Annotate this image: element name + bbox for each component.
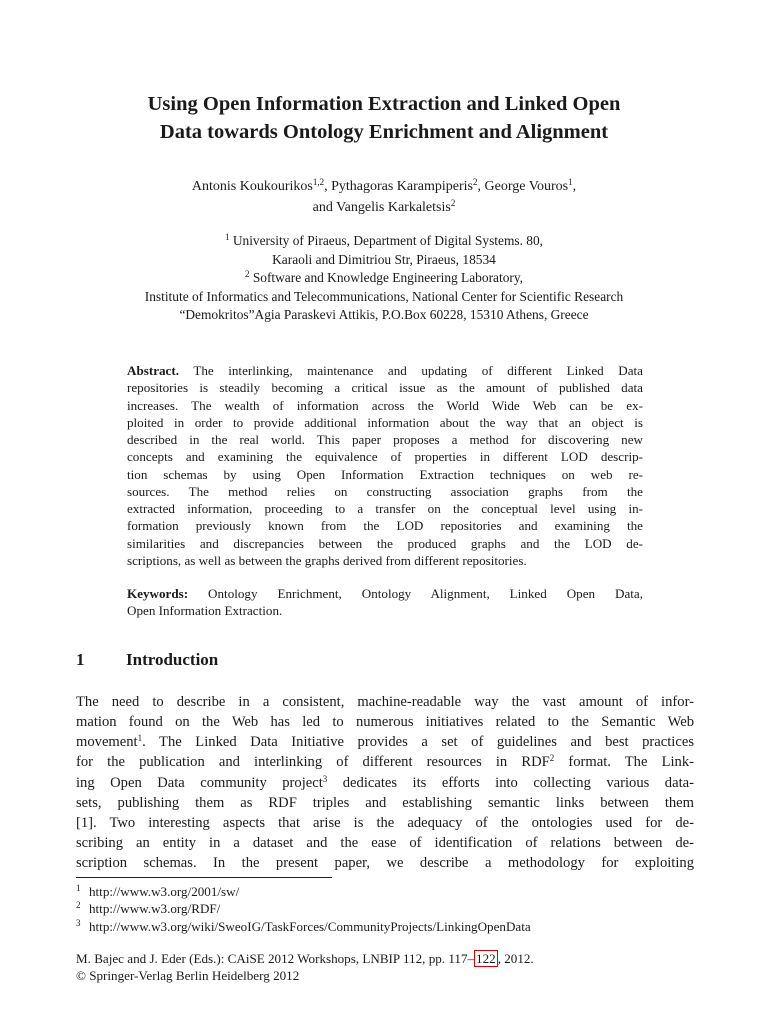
body-line (76, 773, 694, 793)
affiliation-2-line-3: “Demokritos”Agia Paraskevi Attikis, P.O.Box 60228, 15310 Athens, Greece (179, 307, 589, 322)
footnote-item: 1 http://www.w3.org/2001/sw/ (76, 883, 240, 899)
footnote-item: 3 http://www.w3.org/wiki/SweoIG/TaskForces/CommunityProjects/LinkingOpenData (76, 917, 531, 934)
affiliation-2-line-2: Institute of Informatics and Telecommunications, National Center for Scientific Research (144, 288, 624, 304)
body-line: The need to describe in a consistent, machine-readable way the vast amount of infor- (76, 694, 694, 710)
abstract-line (127, 362, 643, 379)
keywords-label: Keywords: (127, 586, 189, 601)
author-affiliation-sup: 1,2 (312, 177, 325, 187)
author-affiliation-sup: 2 (473, 177, 478, 187)
abstract-line: similarities and discrepancies between the produced graphs and the LOD de- (127, 535, 643, 551)
section-heading (76, 650, 218, 670)
body-text: dedicates its efforts into collecting various data- (327, 774, 694, 791)
keywords (127, 585, 643, 620)
author-affiliation-sup: 1 (568, 177, 573, 187)
section-title: Introduction (126, 650, 219, 669)
abstract-line: ploited in order to provide additional information about the way that an object is (127, 414, 643, 430)
footnote-ref[interactable]: 1 (137, 733, 143, 744)
author-affiliation-sup: 2 (450, 198, 456, 208)
abstract-label: Abstract. (127, 363, 179, 378)
body-line: mation found on the Web has led to numerous initiatives related to the Semantic Web (76, 714, 694, 731)
body-line: sets, publishing them as RDF triples and establishing semantic links between them (76, 794, 694, 811)
abstract-line: sources. The method relies on constructing association graphs from the (127, 483, 643, 499)
affiliation-text: Software and Knowledge Engineering Laboratory, (249, 270, 524, 285)
affiliation-1-line-2: Karaoli and Dimitriou Str, Piraeus, 18534 (272, 251, 496, 267)
author-list (60, 176, 708, 218)
abstract (127, 362, 643, 569)
introduction-body (76, 692, 694, 873)
abstract-line: tion schemas by using Open Information Extraction techniques on web re- (127, 466, 643, 482)
copyright-line: © Springer-Verlag Berlin Heidelberg 2012 (76, 968, 300, 984)
author-line-1: Antonis Koukourikos$^{1,2}$, Pythagoras Karampiperis$^2$, George Vouros$^1$, (191, 177, 577, 194)
body-text: ing Open Data community project (76, 774, 323, 791)
publication-info (76, 950, 534, 985)
footnote-url[interactable]: http://www.w3.org/2001/sw/ (89, 884, 240, 899)
abstract-line: repositories is steadily becoming a critical issue as the amount of published data (127, 380, 643, 396)
abstract-line: formation previously known from the LOD repositories and examining the (127, 518, 643, 534)
body-line: scribing an entity in a dataset and the ease of identification of relations between de- (76, 834, 694, 851)
abstract-text: The interlinking, maintenance and updating of different Linked Data (179, 363, 643, 378)
abstract-line: extracted information, proceeding to a transfer on the conceptual level using in- (127, 501, 643, 516)
author-name: Pythagoras Karampiperis (331, 179, 473, 194)
affiliation-1-line-1 (40, 232, 728, 251)
footnote-item: 2 http://www.w3.org/RDF/ (76, 900, 221, 917)
keywords-text: Ontology Enrichment, Ontology Alignment, Linked Open Data, (188, 586, 643, 601)
affiliation-sup: 2 (244, 269, 250, 279)
footnote-ref[interactable]: 3 (322, 773, 328, 784)
abstract-line: scriptions, as well as between the graphs derived from different repositories. (127, 552, 527, 568)
affiliation-text: University of Piraeus, Department of Digital Systems. 80, (229, 233, 544, 248)
footnotes (76, 883, 531, 935)
author-conjunction: and (312, 200, 337, 215)
abstract-line: increases. The wealth of information across the World Wide Web can be ex- (127, 397, 643, 413)
footnote-ref[interactable]: 2 (549, 753, 555, 764)
abstract-line: concepts and examining the equivalence of properties in different LOD descrip- (127, 449, 643, 465)
title-line-1: Using Open Information Extraction and Linked Open (147, 93, 621, 115)
paper-title (60, 90, 708, 146)
citation-line (76, 950, 534, 967)
section-number: 1 (76, 650, 85, 669)
footnote-url[interactable]: http://www.w3.org/wiki/SweoIG/TaskForces/CommunityProjects/LinkingOpenData (89, 918, 531, 934)
author-name: Antonis Koukourikos (191, 179, 313, 194)
body-text: for the publication and interlinking of different resources in RDF (76, 754, 550, 771)
body-line (76, 752, 694, 772)
page-range-link[interactable]: 122 (476, 951, 496, 966)
citation-text: , 2012. (497, 951, 534, 966)
author-name: George Vouros (484, 179, 569, 194)
body-text: . The Linked Data Initiative provides a set of guidelines and best practices (142, 734, 694, 751)
affiliations (40, 232, 728, 325)
body-text: movement (76, 734, 138, 751)
body-line (76, 732, 694, 752)
title-line-2: Data towards Ontology Enrichment and Alignment (159, 121, 609, 143)
keywords-line (127, 585, 643, 602)
affiliation-sup: 1 (224, 232, 230, 242)
author-name: Vangelis Karkaletsis (336, 200, 451, 215)
citation-text: M. Bajec and J. Eder (Eds.): CAiSE 2012 Workshops, LNBIP 112, pp. 117– (76, 951, 475, 966)
affiliation-2-line-1 (40, 269, 728, 288)
footnote-url[interactable]: http://www.w3.org/RDF/ (89, 901, 221, 917)
keywords-line: Open Information Extraction. (127, 603, 283, 619)
abstract-line: described in the real world. This paper proposes a method for discovering new (127, 432, 643, 447)
body-text: format. The Link- (554, 754, 694, 771)
author-line-2 (60, 197, 708, 218)
body-line: [1]. Two interesting aspects that arise is the adequacy of the ontologies used for de- (76, 814, 694, 831)
body-line: scription schemas. In the present paper, we describe a methodology for exploiting (76, 855, 694, 872)
footnote-divider (76, 877, 332, 878)
